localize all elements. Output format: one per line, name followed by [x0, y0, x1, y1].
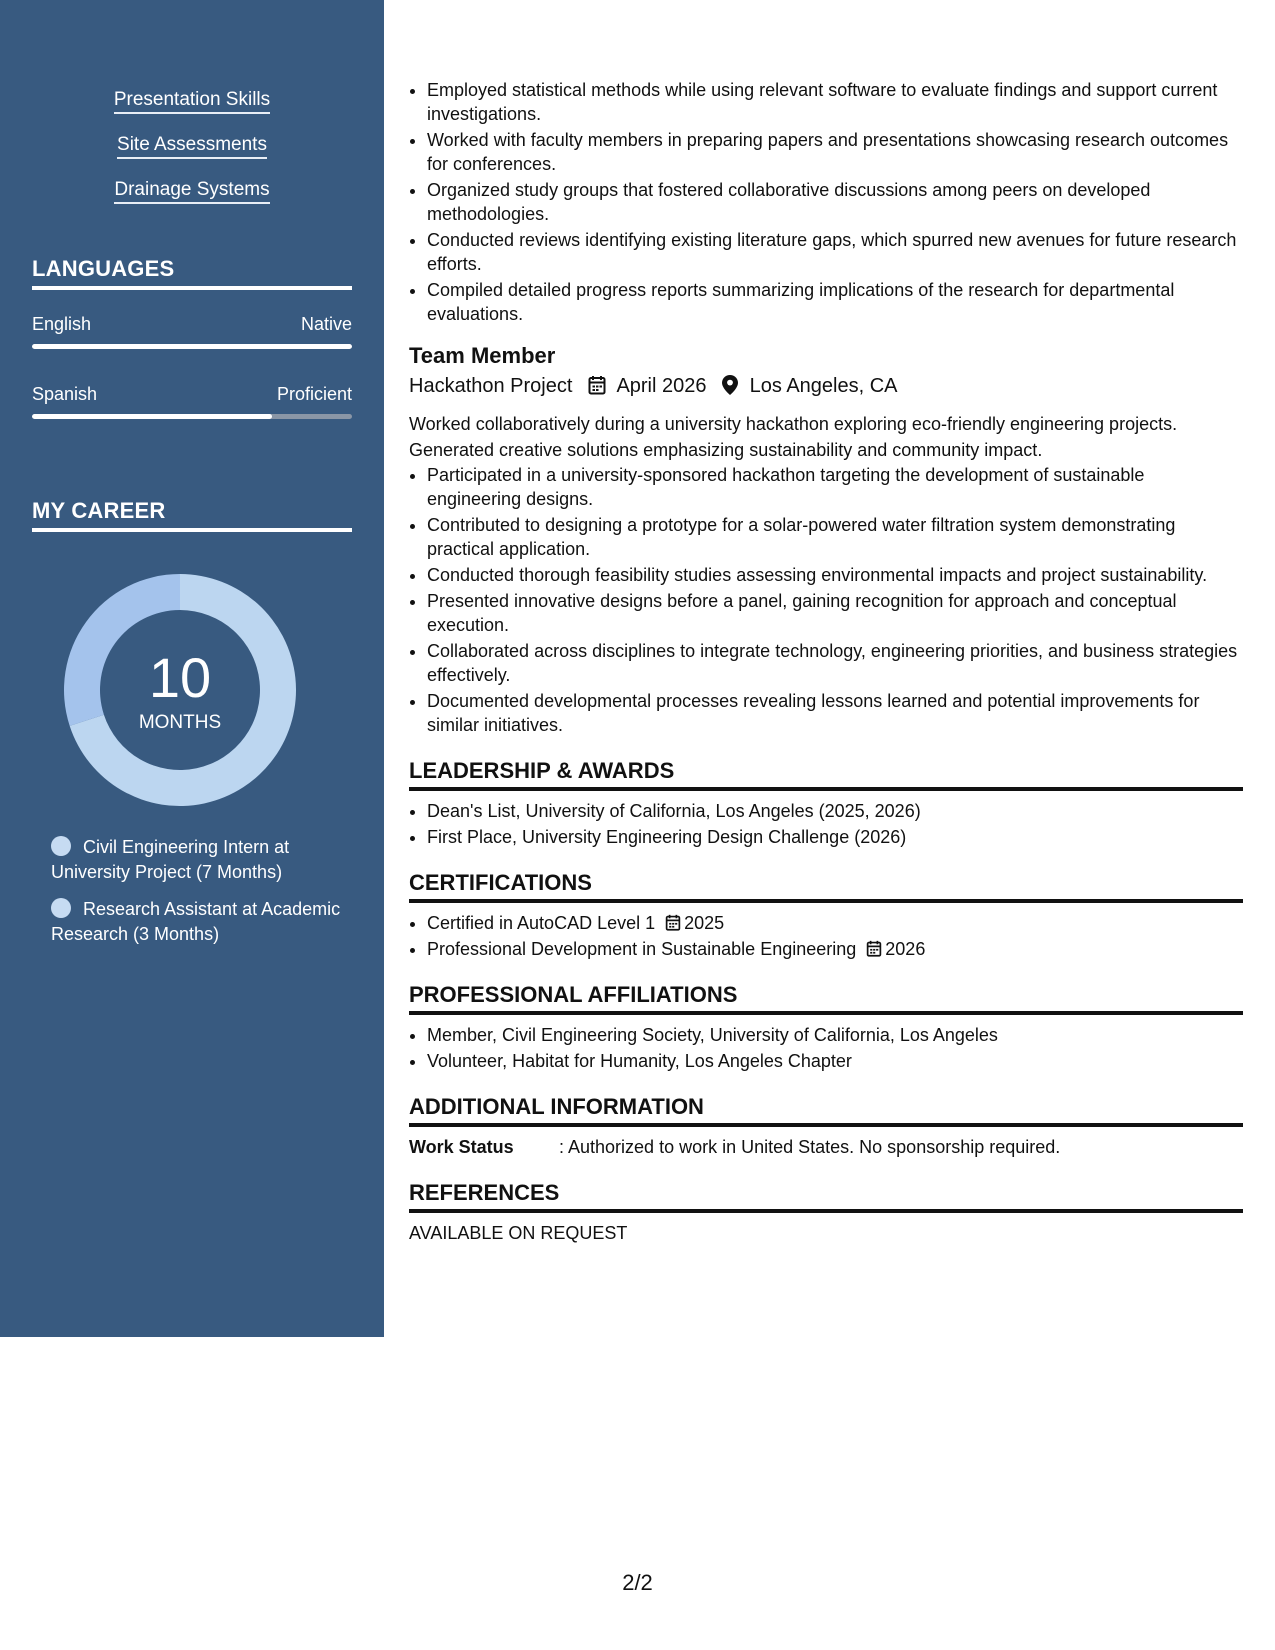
references-text: AVAILABLE ON REQUEST: [409, 1223, 628, 1243]
calendar-icon: [588, 375, 606, 403]
certifications-list: [409, 911, 1243, 961]
calendar-icon: [866, 940, 882, 957]
additional-info-heading: ADDITIONAL INFORMATION: [409, 1093, 1243, 1127]
role-meta: [409, 372, 1243, 403]
calendar-icon: [665, 914, 681, 931]
role-company: Hackathon Project: [409, 375, 573, 397]
work-status-label: Work Status: [409, 1137, 514, 1157]
list-item: • Collaborated across disciplines to integrate technology, engineering priorities, and business strategies effectively.: [427, 639, 1243, 687]
list-item: • Participated in a university-sponsored hackathon targeting the development of sustainable engineering designs.: [427, 463, 1243, 511]
affiliations-list: [409, 1023, 1243, 1073]
language-bar-fill: [32, 344, 352, 349]
list-item: • First Place, University Engineering Design Challenge (2026): [427, 825, 1243, 849]
legend-dot-icon: [51, 836, 71, 856]
list-item: • Conducted reviews identifying existing literature gaps, which spurred new avenues for future research efforts.: [427, 228, 1243, 276]
sidebar: [0, 0, 384, 1337]
skill-item: Drainage Systems: [0, 178, 384, 202]
role-date: April 2026: [616, 375, 707, 397]
certifications-heading: CERTIFICATIONS: [409, 869, 1243, 903]
certification-name: Professional Development in Sustainable Engineering: [427, 939, 857, 959]
list-item: • Worked with faculty members in preparing papers and presentations showcasing research outcomes for conferences.: [427, 128, 1243, 176]
list-item: • Contributed to designing a prototype for a solar-powered water filtration system demonstrating practical application.: [427, 513, 1243, 561]
language-level: Native: [300, 314, 352, 334]
list-item: • Member, Civil Engineering Society, University of California, Los Angeles: [427, 1023, 1243, 1047]
list-item: • Volunteer, Habitat for Humanity, Los Angeles Chapter: [427, 1049, 1243, 1073]
certification-date: 2025: [684, 913, 725, 933]
work-status-row: [409, 1135, 1243, 1159]
role-description: Worked collaboratively during a university hackathon exploring eco-friendly engineering projects. Generated creative solutions emphasizing sustainability and community impact.: [409, 414, 1178, 460]
leadership-list: [409, 799, 1243, 849]
career-total-unit: MONTHS: [138, 712, 222, 733]
legend-dot-icon: [51, 898, 71, 918]
language-bar-spanish: [32, 414, 352, 419]
career-legend-item: Research Assistant at Academic Research (3 Months): [51, 899, 341, 944]
language-row-spanish: [32, 384, 352, 408]
list-item: • Dean's List, University of California, Los Angeles (2025, 2026): [427, 799, 1243, 823]
main-content: [409, 78, 1243, 1245]
certification-name: Certified in AutoCAD Level 1: [427, 913, 656, 933]
list-item: • Organized study groups that fostered collaborative discussions among peers on developed methodologies.: [427, 178, 1243, 226]
skill-item: Presentation Skills: [0, 88, 384, 112]
list-item: • Compiled detailed progress reports summarizing implications of the research for departmental evaluations.: [427, 278, 1243, 326]
leadership-heading: LEADERSHIP & AWARDS: [409, 757, 1243, 791]
list-item: • Presented innovative designs before a panel, gaining recognition for approach and conceptual execution.: [427, 589, 1243, 637]
work-status-value: : Authorized to work in United States. No sponsorship required.: [559, 1137, 1061, 1157]
list-item: • Conducted thorough feasibility studies assessing environmental impacts and project sustainability.: [427, 563, 1243, 587]
list-item: [427, 937, 1243, 961]
language-bar-fill: [32, 414, 272, 419]
role-title: Team Member: [409, 343, 556, 368]
location-pin-icon: [722, 375, 738, 403]
language-level: Proficient: [276, 384, 352, 404]
career-total-value: 10: [148, 646, 212, 709]
language-bar-english: [32, 344, 352, 349]
list-item: • Employed statistical methods while using relevant software to evaluate findings and support current investigations.: [427, 78, 1243, 126]
language-row-english: [32, 314, 352, 338]
experience-bullets: [409, 78, 1243, 326]
language-name: English: [32, 314, 92, 334]
role-location: Los Angeles, CA: [749, 375, 898, 397]
list-item: • Documented developmental processes revealing lessons learned and potential improvements for similar initiatives.: [427, 689, 1243, 737]
role-bullets: [409, 463, 1243, 737]
list-item: [427, 911, 1243, 935]
references-heading: REFERENCES: [409, 1179, 1243, 1213]
languages-heading: LANGUAGES: [32, 256, 352, 290]
skill-item: Site Assessments: [0, 133, 384, 157]
affiliations-heading: PROFESSIONAL AFFILIATIONS: [409, 981, 1243, 1015]
certification-date: 2026: [885, 939, 926, 959]
career-legend-item: Civil Engineering Intern at University Project (7 Months): [51, 837, 290, 882]
page-number: 2/2: [622, 1570, 653, 1595]
career-heading: MY CAREER: [32, 498, 352, 532]
language-name: Spanish: [32, 384, 98, 404]
